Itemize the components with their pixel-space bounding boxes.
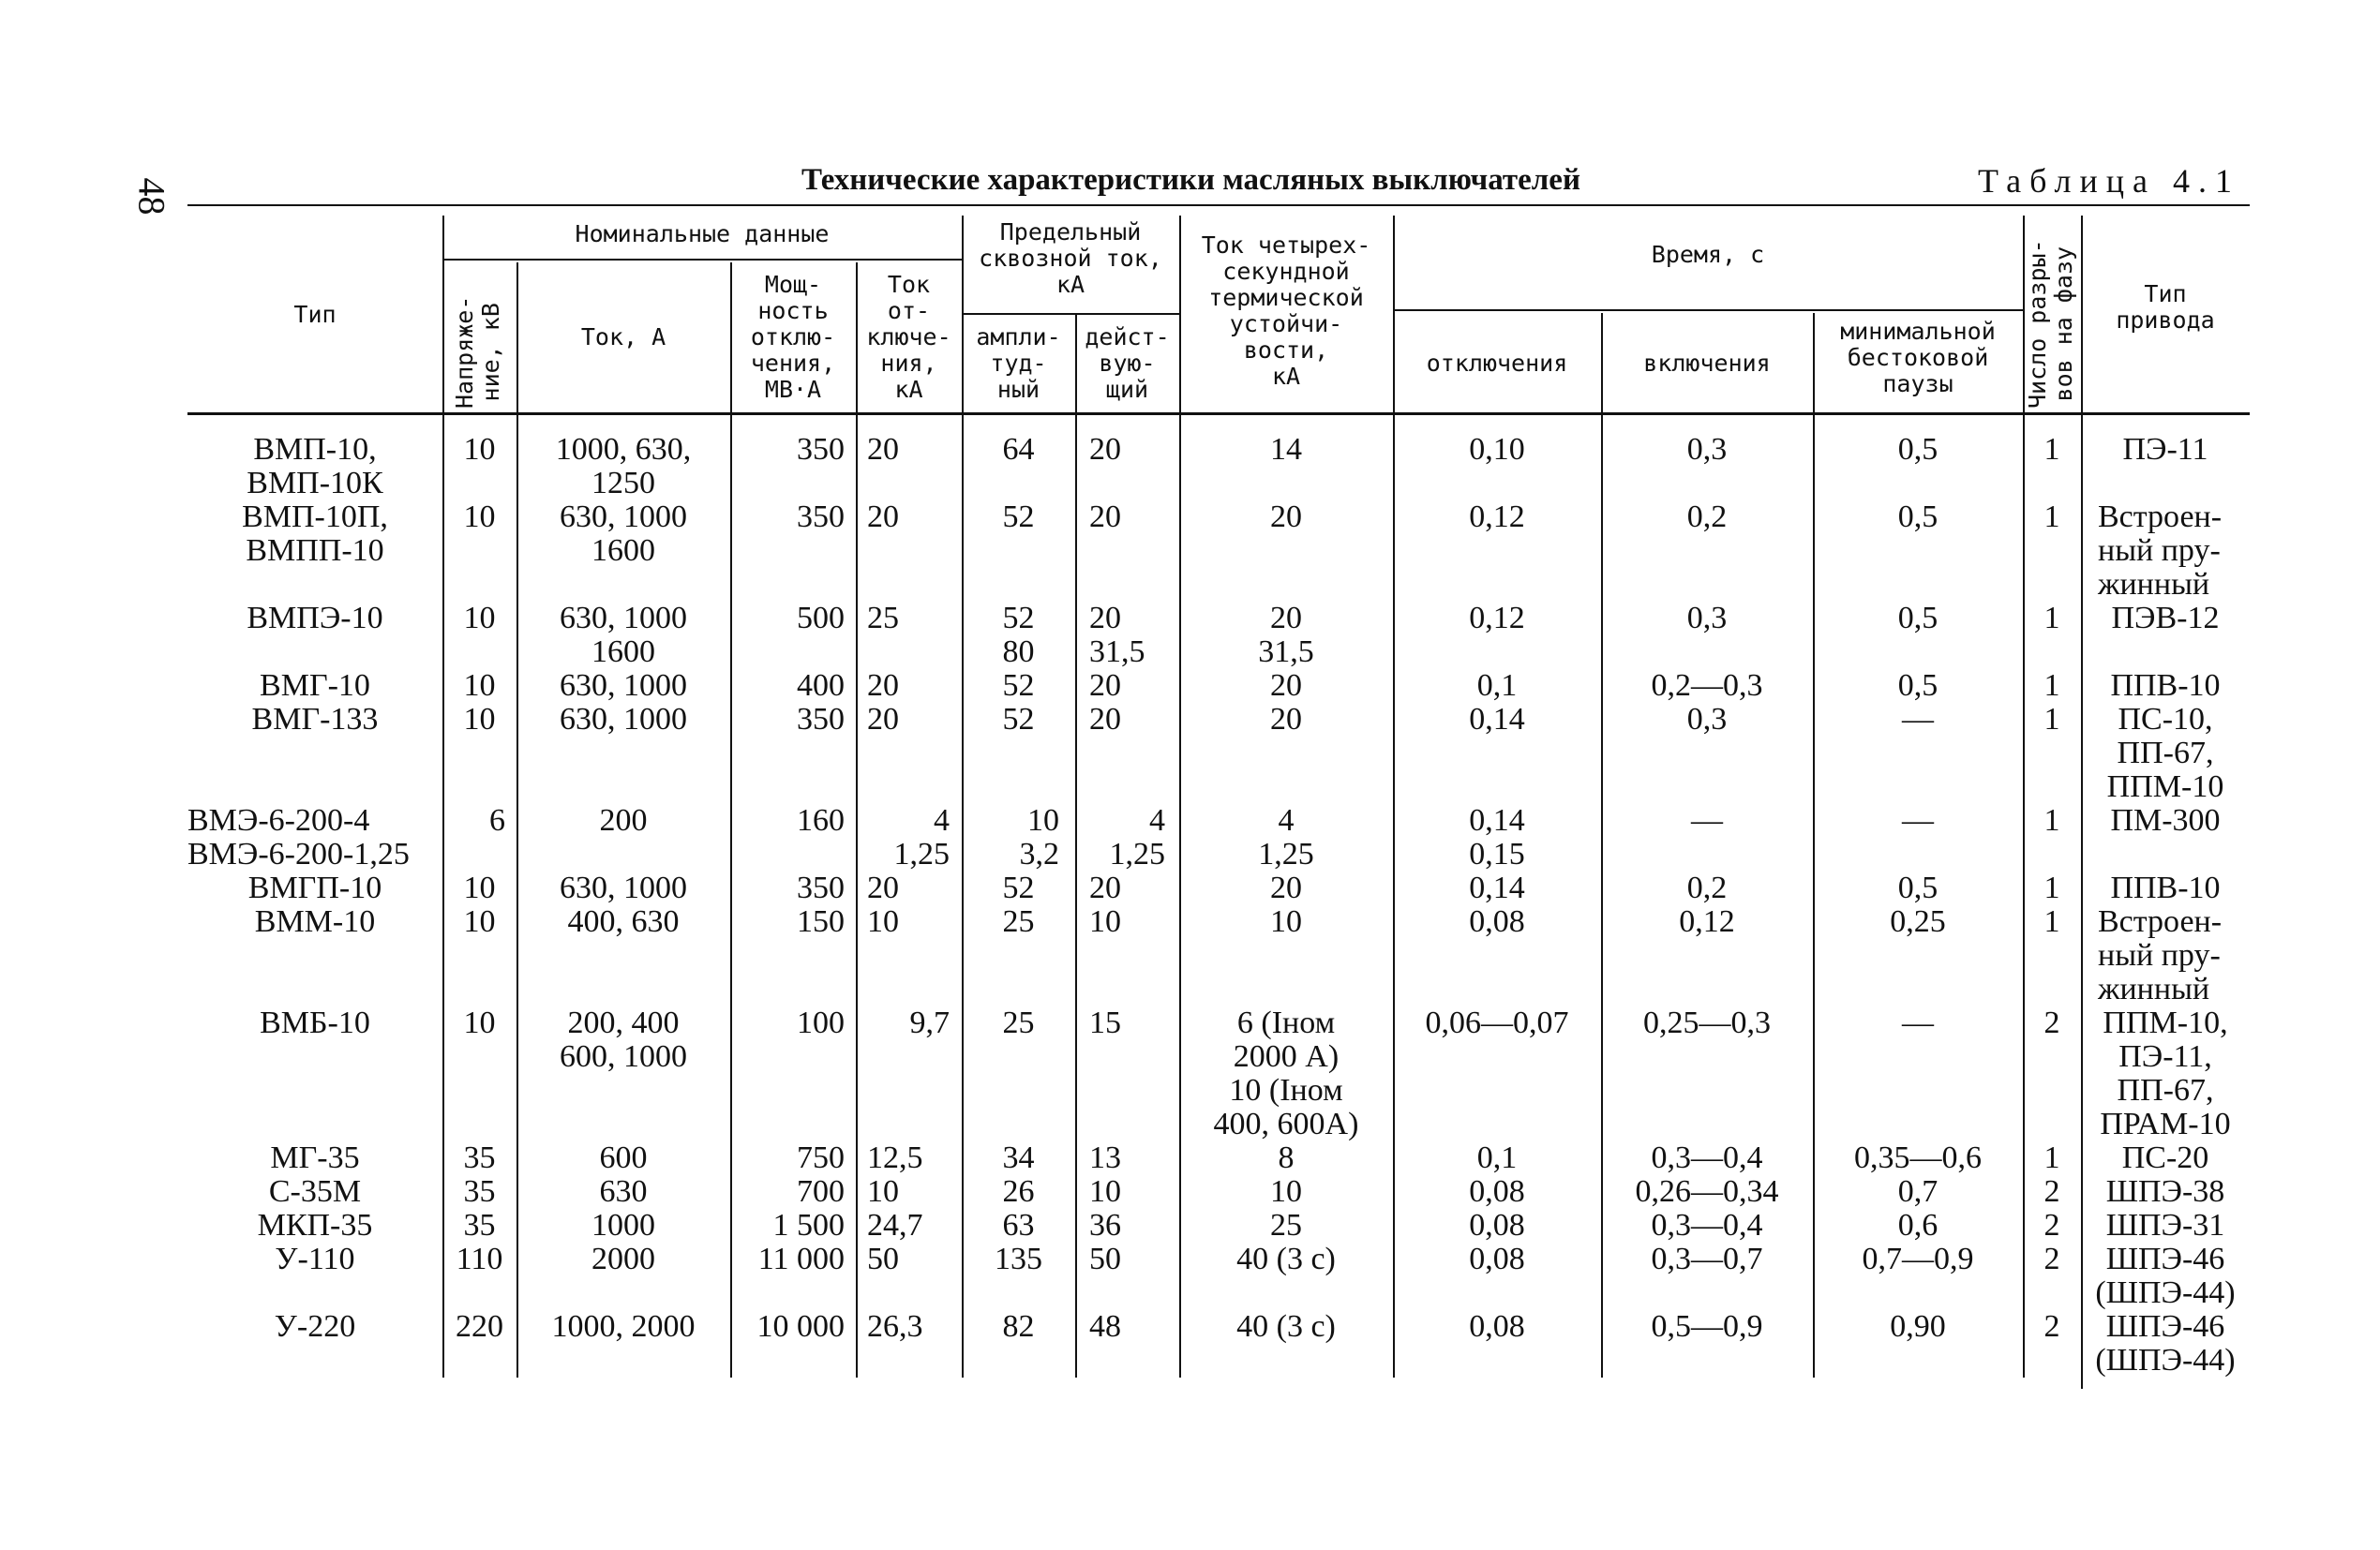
cell-thermal: 20 31,5 [1258,601,1314,669]
header-time-pause: минимальной бестоковой паузы [1840,318,1996,397]
table-label: Таблица 4.1 [1978,162,2240,200]
cell-thermal: 20 [1270,499,1302,534]
cell-time-on: 0,3—0,7 [1651,1242,1763,1276]
cell-drive: ПС-20 [2121,1140,2209,1175]
cell-time-pause: 0,6 [1897,1208,1938,1243]
cell-effective: 15 [1089,1006,1121,1040]
cell-time-on: 0,5—0,9 [1651,1309,1763,1344]
cell-breaking-current: 20 [867,871,899,905]
cell-current: 630, 1000 1600 [560,499,687,568]
cell-breaks: 2 [2043,1006,2060,1040]
cell-voltage: 10 [463,871,496,905]
header-breaks: Число разры- вов на фазу [2024,239,2077,409]
cell-current: 600 [599,1140,648,1175]
cell-time-pause: 0,7—0,9 [1862,1242,1974,1276]
header-thermal: Ток четырех- секундной термической устойчи- вости, кА [1201,231,1371,390]
cell-breaks: 1 [2043,668,2060,703]
cell-current: 630, 1000 1600 [560,601,687,669]
cell-thermal: 10 [1270,904,1302,939]
cell-type: МКП-35 [257,1208,373,1243]
cell-drive: ППВ-10 [2110,871,2221,905]
cell-voltage: 10 [463,1006,496,1040]
header-rule [187,412,2250,415]
cell-amplitude: 52 [1002,668,1035,703]
cell-current: 200, 400 600, 1000 [560,1006,687,1074]
cell-type: ВМПЭ-10 [247,601,383,635]
cell-effective: 20 [1089,668,1121,703]
cell-breaks: 1 [2043,499,2060,534]
cell-time-pause: 0,5 [1897,499,1938,534]
header-time-off: отключения [1426,350,1568,377]
cell-amplitude: 52 [1002,499,1035,534]
cell-thermal: 40 (3 с) [1236,1242,1336,1276]
cell-time-on: 0,2—0,3 [1651,668,1763,703]
cell-time-on: 0,3 [1686,601,1728,635]
cell-effective: 20 31,5 [1089,601,1145,669]
cell-amplitude: 63 [1002,1208,1035,1243]
cell-type: ВМП-10, ВМП-10К [247,432,383,500]
cell-breaking-current: 12,5 [867,1140,923,1175]
header-through-current: Предельный сквозной ток, кА [979,218,1162,298]
cell-time-pause: 0,90 [1890,1309,1946,1344]
cell-time-off: 0,14 [1469,702,1525,737]
cell-time-off: 0,08 [1469,1208,1525,1243]
cell-type: МГ-35 [270,1140,360,1175]
cell-voltage: 10 [463,432,496,467]
cell-thermal: 6 (Iном 2000 А) 10 (Iном 400, 600А) [1213,1006,1359,1141]
cell-type: ВМЭ-6-200-4 ВМЭ-6-200-1,25 [187,803,410,872]
header-voltage: Напряже- ние, кВ [451,295,504,409]
cell-breaking-current: 25 [867,601,899,635]
header-subrule [1393,309,2023,311]
cell-voltage: 10 [463,601,496,635]
cell-breaking-current: 20 [867,432,899,467]
cell-thermal: 8 [1278,1140,1295,1175]
cell-current: 630, 1000 [560,871,687,905]
cell-time-off: 0,12 [1469,499,1525,534]
cell-effective: 20 [1089,432,1121,467]
cell-time-off: 0,14 0,15 [1469,803,1525,872]
cell-breaks: 2 [2043,1309,2060,1344]
cell-time-pause: 0,5 [1897,601,1938,635]
cell-time-pause: 0,7 [1897,1174,1938,1209]
page-number: 48 [130,177,173,216]
header-breaking-current: Ток от- ключе- ния, кА [866,271,951,403]
cell-current: 630, 1000 [560,702,687,737]
cell-type: ВМБ-10 [260,1006,370,1040]
cell-type: С-35М [268,1174,362,1209]
cell-power: 350 [797,432,845,467]
cell-time-on: 0,2 [1686,871,1728,905]
cell-time-on: 0,26—0,34 [1635,1174,1779,1209]
cell-voltage: 220 [456,1309,503,1344]
cell-time-off: 0,08 [1469,1174,1525,1209]
cell-power: 350 [797,499,845,534]
cell-time-pause: — [1902,803,1934,838]
cell-thermal: 20 [1270,702,1302,737]
cell-time-pause: 0,25 [1890,904,1946,939]
cell-time-on: 0,3—0,4 [1651,1208,1763,1243]
cell-breaks: 2 [2043,1174,2060,1209]
table-title: Технические характеристики масляных выключателей [801,163,1580,197]
cell-amplitude: 135 [995,1242,1042,1276]
cell-current: 630, 1000 [560,668,687,703]
header-subrule [442,259,962,261]
cell-drive: ПЭВ-12 [2111,601,2220,635]
cell-type: У-110 [275,1242,355,1276]
cell-amplitude: 52 80 [1002,601,1035,669]
cell-voltage: 10 [463,499,496,534]
cell-time-on: — [1691,803,1723,838]
cell-drive: ШПЭ-46 (ШПЭ-44) [2095,1242,2236,1310]
cell-time-pause: 0,35—0,6 [1854,1140,1982,1175]
cell-power: 750 [797,1140,845,1175]
cell-thermal: 40 (3 с) [1236,1309,1336,1344]
cell-time-off: 0,06—0,07 [1425,1006,1569,1040]
cell-time-off: 0,14 [1469,871,1525,905]
cell-power: 10 000 [756,1309,845,1344]
cell-voltage: 35 [463,1208,496,1243]
cell-voltage: 10 [463,668,496,703]
cell-time-on: 0,25—0,3 [1643,1006,1771,1040]
cell-amplitude: 82 [1002,1309,1035,1344]
cell-time-off: 0,1 [1476,668,1518,703]
cell-breaks: 1 [2043,904,2060,939]
cell-time-off: 0,08 [1469,904,1525,939]
cell-voltage: 35 [463,1140,496,1175]
cell-effective: 20 [1089,499,1121,534]
cell-amplitude: 52 [1002,702,1035,737]
cell-effective: 13 [1089,1140,1121,1175]
cell-power: 350 [797,702,845,737]
top-rule [187,204,2250,206]
cell-drive: Встроен- ный пру- жинный [2098,499,2223,602]
cell-thermal: 20 [1270,871,1302,905]
cell-voltage: 110 [456,1242,503,1276]
cell-power: 500 [797,601,845,635]
cell-current: 630 [599,1174,648,1209]
cell-breaking-current: 20 [867,499,899,534]
cell-time-off: 0,1 [1476,1140,1518,1175]
cell-voltage: 10 [463,904,496,939]
cell-amplitude: 25 [1002,904,1035,939]
cell-drive: ПМ-300 [2110,803,2221,838]
cell-amplitude: 10 3,2 [1019,803,1059,872]
cell-drive: ПС-10, ПП-67, ППМ-10 [2106,702,2224,804]
cell-power: 150 [797,904,845,939]
cell-time-on: 0,3 [1686,432,1728,467]
header-time: Время, с [1651,241,1765,268]
cell-effective: 36 [1089,1208,1121,1243]
cell-breaking-current: 9,7 [909,1006,950,1040]
cell-power: 11 000 [757,1242,845,1276]
cell-effective: 4 1,25 [1109,803,1165,872]
cell-time-off: 0,08 [1469,1242,1525,1276]
cell-amplitude: 52 [1002,871,1035,905]
header-current: Ток, А [580,323,666,350]
cell-current: 1000, 2000 [551,1309,696,1344]
cell-power: 400 [797,668,845,703]
cell-current: 2000 [591,1242,655,1276]
cell-effective: 48 [1089,1309,1121,1344]
cell-breaking-current: 20 [867,702,899,737]
cell-time-pause: — [1902,1006,1934,1040]
cell-time-off: 0,10 [1469,432,1525,467]
cell-effective: 10 [1089,904,1121,939]
cell-time-on: 0,3 [1686,702,1728,737]
cell-time-off: 0,08 [1469,1309,1525,1344]
cell-thermal: 25 [1270,1208,1302,1243]
cell-breaking-current: 24,7 [867,1208,923,1243]
cell-thermal: 4 1,25 [1258,803,1314,872]
header-type: Тип [293,301,337,328]
cell-breaks: 1 [2043,803,2060,838]
cell-power: 350 [797,871,845,905]
cell-voltage: 6 [489,803,505,838]
cell-type: У-220 [274,1309,356,1344]
cell-current: 200 [599,803,648,838]
cell-drive: ППМ-10, ПЭ-11, ПП-67, ПРАМ-10 [2100,1006,2231,1141]
cell-breaks: 2 [2043,1242,2060,1276]
cell-breaking-current: 50 [867,1242,899,1276]
cell-amplitude: 26 [1002,1174,1035,1209]
cell-power: 700 [797,1174,845,1209]
cell-amplitude: 34 [1002,1140,1035,1175]
cell-type: ВМГ-133 [251,702,379,737]
cell-amplitude: 64 [1002,432,1035,467]
cell-drive: ПЭ-11 [2122,432,2208,467]
cell-type: ВМГП-10 [247,871,382,905]
cell-breaking-current: 10 [867,904,899,939]
header-amplitude: ампли- туд- ный [976,323,1061,403]
cell-type: ВМГ-10 [260,668,370,703]
cell-breaking-current: 10 [867,1174,899,1209]
cell-drive: ШПЭ-46 (ШПЭ-44) [2095,1309,2236,1378]
cell-time-on: 0,12 [1679,904,1735,939]
cell-time-on: 0,2 [1686,499,1728,534]
cell-amplitude: 25 [1002,1006,1035,1040]
cell-time-pause: 0,5 [1897,871,1938,905]
header-drive: Тип привода [2116,280,2215,334]
cell-time-on: 0,3—0,4 [1651,1140,1763,1175]
cell-thermal: 10 [1270,1174,1302,1209]
header-time-on: включения [1643,350,1771,377]
cell-power: 1 500 [772,1208,845,1243]
cell-type: ВМП-10П, ВМПП-10 [242,499,388,568]
cell-current: 1000, 630, 1250 [555,432,692,500]
cell-voltage: 10 [463,702,496,737]
cell-breaking-current: 20 [867,668,899,703]
cell-drive: ППВ-10 [2110,668,2221,703]
cell-breaks: 1 [2043,1140,2060,1175]
cell-voltage: 35 [463,1174,496,1209]
cell-time-pause: 0,5 [1897,668,1938,703]
cell-effective: 10 [1089,1174,1121,1209]
cell-drive: ШПЭ-38 [2105,1174,2225,1209]
header-effective: дейст- вую- щий [1085,323,1170,403]
cell-breaks: 1 [2043,432,2060,467]
cell-current: 400, 630 [567,904,680,939]
cell-effective: 50 [1089,1242,1121,1276]
cell-time-off: 0,12 [1469,601,1525,635]
header-subrule [962,313,1179,315]
cell-thermal: 14 [1270,432,1302,467]
cell-effective: 20 [1089,702,1121,737]
cell-breaks: 1 [2043,871,2060,905]
cell-drive: Встроен- ный пру- жинный [2098,904,2223,1006]
cell-breaks: 2 [2043,1208,2060,1243]
cell-breaks: 1 [2043,702,2060,737]
cell-effective: 20 [1089,871,1121,905]
cell-breaking-current: 26,3 [867,1309,923,1344]
header-nominal: Номинальные данные [575,220,830,247]
cell-type: ВММ-10 [254,904,376,939]
cell-time-pause: 0,5 [1897,432,1938,467]
cell-drive: ШПЭ-31 [2105,1208,2225,1243]
cell-time-pause: — [1902,702,1934,737]
cell-thermal: 20 [1270,668,1302,703]
cell-power: 160 [797,803,845,838]
cell-breaking-current: 4 1,25 [893,803,950,872]
cell-power: 100 [797,1006,845,1040]
cell-current: 1000 [591,1208,655,1243]
cell-breaks: 1 [2043,601,2060,635]
header-power: Мощ- ность отклю- чения, МВ·А [750,271,836,403]
